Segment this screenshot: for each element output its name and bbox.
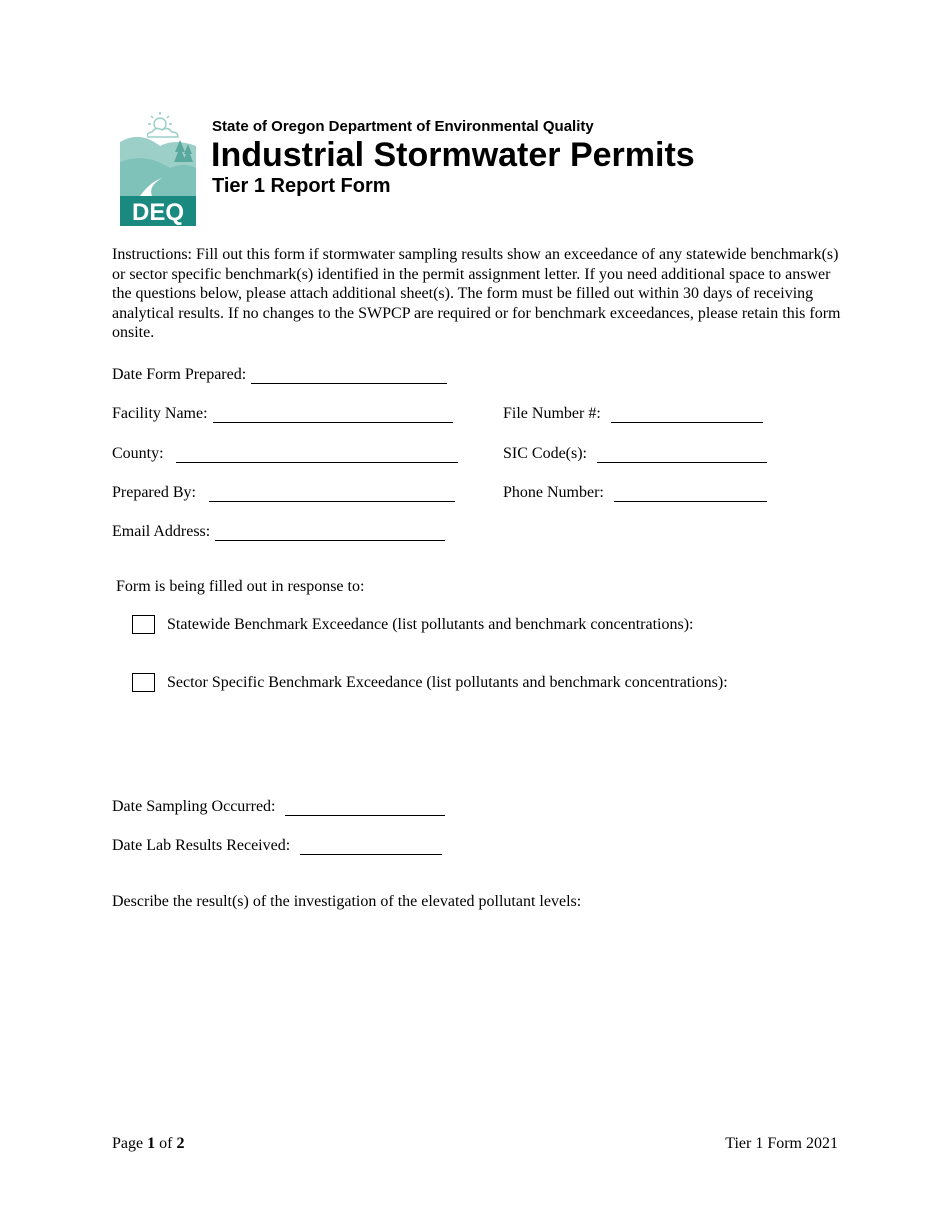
- date-prepared-input-line[interactable]: [251, 369, 447, 384]
- of-word: of: [159, 1135, 173, 1152]
- sector-label: Sector Specific Benchmark Exceedance (list pollutants and benchmark concentrations):: [167, 673, 728, 691]
- page-number: [112, 1135, 184, 1153]
- date-prepared-label: Date Form Prepared:: [112, 366, 247, 383]
- county-input-line[interactable]: [176, 448, 458, 463]
- phone-number-field: [503, 480, 767, 502]
- sector-checkbox[interactable]: [132, 673, 155, 692]
- email-label: Email Address:: [112, 523, 211, 540]
- statewide-option: [132, 615, 693, 634]
- phone-number-input-line[interactable]: [614, 487, 767, 502]
- date-lab-field: [112, 833, 442, 855]
- facility-name-label: Facility Name:: [112, 405, 208, 422]
- page-title: Industrial Stormwater Permits: [211, 136, 695, 174]
- county-label: County:: [112, 445, 164, 462]
- facility-name-field: [112, 401, 453, 423]
- facility-name-input-line[interactable]: [213, 408, 453, 423]
- phone-number-label: Phone Number:: [503, 484, 604, 501]
- statewide-label: Statewide Benchmark Exceedance (list pollutants and benchmark concentrations):: [167, 615, 694, 633]
- file-number-field: [503, 401, 763, 423]
- instructions-text: Instructions: Fill out this form if stormwater sampling results show an exceedance of any statewide benchmark(s) or sector specific benchmark(s) identified in the permit assignment letter. If you need additional space to answer the questions below, please attach additional sheet(s). The form must be filled out within 30 days of receiving analytical results. If no changes to the SWPCP are required or for benchmark exceedances, please retain this form onsite.: [112, 246, 841, 342]
- page-word: Page: [112, 1135, 144, 1152]
- prepared-by-label: Prepared By:: [112, 484, 196, 501]
- response-section-label: Form is being filled out in response to:: [116, 578, 365, 595]
- date-sampling-label: Date Sampling Occurred:: [112, 798, 276, 815]
- sic-codes-input-line[interactable]: [597, 448, 767, 463]
- file-number-label: File Number #:: [503, 405, 601, 422]
- prepared-by-input-line[interactable]: [209, 487, 455, 502]
- form-identifier: Tier 1 Form 2021: [725, 1135, 838, 1152]
- page-total: 2: [176, 1135, 185, 1152]
- file-number-input-line[interactable]: [611, 408, 763, 423]
- date-lab-input-line[interactable]: [300, 840, 442, 855]
- sic-codes-field: [503, 441, 767, 463]
- logo-text: DEQ: [131, 199, 185, 226]
- form-subtitle: Tier 1 Report Form: [212, 175, 391, 197]
- county-field: [112, 441, 458, 463]
- sector-option: [132, 673, 728, 692]
- statewide-checkbox[interactable]: [132, 615, 155, 634]
- organization-name: State of Oregon Department of Environmental Quality: [212, 118, 594, 135]
- describe-prompt: Describe the result(s) of the investigation of the elevated pollutant levels:: [112, 893, 582, 910]
- page-current: 1: [147, 1135, 156, 1152]
- sic-codes-label: SIC Code(s):: [503, 445, 587, 462]
- date-sampling-field: [112, 794, 445, 816]
- deq-logo: [120, 112, 196, 226]
- date-lab-label: Date Lab Results Received:: [112, 837, 291, 854]
- date-sampling-input-line[interactable]: [285, 801, 445, 816]
- date-prepared-field: [112, 362, 447, 384]
- email-field: [112, 519, 445, 541]
- email-input-line[interactable]: [215, 526, 445, 541]
- prepared-by-field: [112, 480, 455, 502]
